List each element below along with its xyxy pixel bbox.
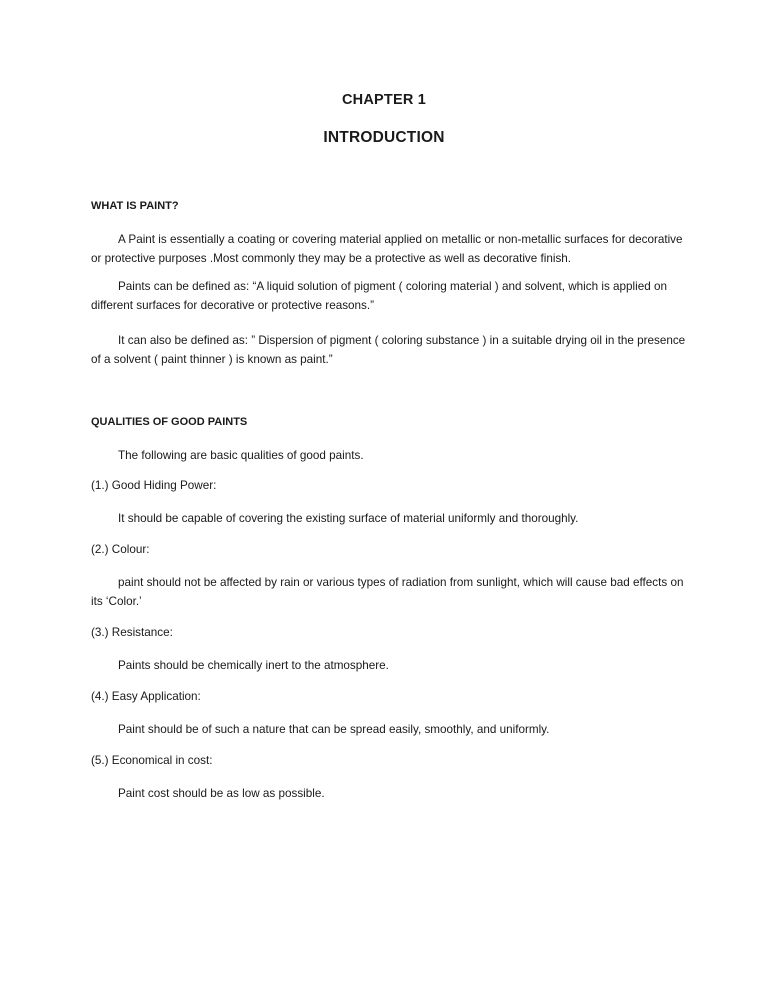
section-heading-what-is-paint: WHAT IS PAINT? <box>91 200 179 212</box>
chapter-title: INTRODUCTION <box>323 129 445 146</box>
paragraph-dispersion: It can also be defined as: ” Dispersion of pigment ( coloring substance ) in a suitable drying oil in the presence of a solvent ( paint thinner ) is known as paint.” <box>91 334 686 366</box>
quality-text-easy-application: Paint should be of such a nature that can be spread easily, smoothly, and uniformly. <box>118 723 550 736</box>
quality-text-resistance: Paints should be chemically inert to the atmosphere. <box>118 659 389 672</box>
paragraph-liquid-solution: Paints can be defined as: “A liquid solution of pigment ( coloring material ) and solvent, which is applied on different surfaces for decorative or protective reasons.” <box>91 280 667 312</box>
quality-label-easy-application: (4.) Easy Application: <box>91 690 201 703</box>
chapter-number: CHAPTER 1 <box>342 92 426 108</box>
paragraph-definition: A Paint is essentially a coating or covering material applied on metallic or non-metallic surfaces for decorative or protective purposes .Most commonly they may be a protective as well as decorative finish. <box>91 233 683 265</box>
section-heading-qualities: QUALITIES OF GOOD PAINTS <box>91 416 248 428</box>
quality-text-hiding-power: It should be capable of covering the existing surface of material uniformly and thoroughly. <box>118 512 579 525</box>
quality-label-colour: (2.) Colour: <box>91 543 150 556</box>
quality-label-hiding-power: (1.) Good Hiding Power: <box>91 479 217 492</box>
quality-text-economical: Paint cost should be as low as possible. <box>118 787 325 800</box>
qualities-intro: The following are basic qualities of good paints. <box>118 449 364 462</box>
quality-text-colour: paint should not be affected by rain or various types of radiation from sunlight, which will cause bad effects on its ‘Color.’ <box>91 576 684 608</box>
quality-label-economical: (5.) Economical in cost: <box>91 754 213 767</box>
quality-label-resistance: (3.) Resistance: <box>91 626 173 639</box>
